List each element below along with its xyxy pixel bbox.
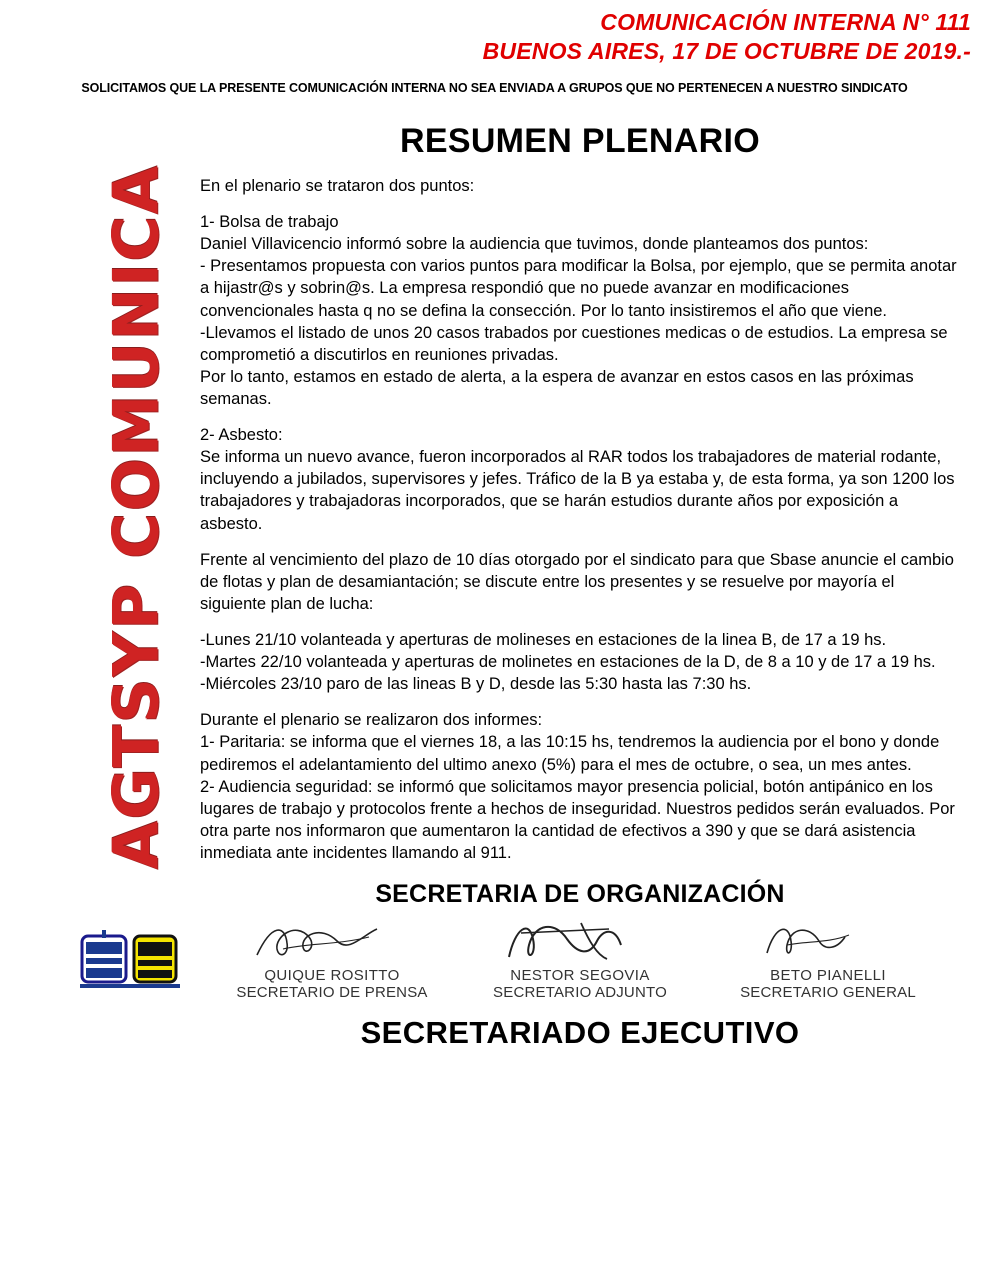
point1-paragraph-1: Daniel Villavicencio informó sobre la audiencia que tuvimos, donde planteamos dos puntos: xyxy=(200,235,869,254)
point2-paragraph-1: Se informa un nuevo avance, fueron incorporados al RAR todos los trabajadores de material rodante, incluyendo a jubilados, supervisores y jefes. Tráfico de la B ya estaba y, de esta forma, ya son 1200 los trabajadores y trabajadoras incorporados, que se harán estudios durante años por exposición a asbesto. xyxy=(200,448,955,533)
point1-paragraph-2: - Presentamos propuesta con varios puntos para modificar la Bolsa, por ejemplo, que se permita anotar a hijastr@s y sobrin@s. La empresa respondió que no puede avanzar en modificaciones convencionales hasta q no se defina la consección. Por lo tanto insistiremos el año que viene. xyxy=(200,257,957,320)
signatory-name: NESTOR SEGOVIA xyxy=(510,967,650,985)
communication-number: COMUNICACIÓN INTERNA N° 111 xyxy=(600,9,971,35)
signature-block xyxy=(200,915,960,1001)
signatory-role: SECRETARIO DE PRENSA xyxy=(236,984,428,1002)
signature-section-title: SECRETARIA DE ORGANIZACIÓN xyxy=(375,880,785,909)
point1-paragraph-4: Por lo tanto, estamos en estado de alerta, a la espera de avanzar en estos casos en las próximas semanas. xyxy=(200,367,914,408)
union-stamp-label: AGTSYP COMUNICA xyxy=(99,163,173,870)
plan-item-2: -Martes 22/10 volanteada y aperturas de molinetes en estaciones de la D, de 8 a 10 y de 17 a 19 hs. xyxy=(200,653,936,672)
page-title: RESUMEN PLENARIO xyxy=(400,122,760,160)
point1-paragraph-3: -Llevamos el listado de unos 20 casos trabados por cuestiones medicas o de estudios. La empresa se comprometió a discutirlos en reuniones privadas. xyxy=(200,323,948,364)
union-stamp xyxy=(58,150,188,950)
distribution-notice: SOLICITAMOS QUE LA PRESENTE COMUNICACIÓN INTERNA NO SEA ENVIADA A GRUPOS QUE NO PERTENECEN A NUESTRO SINDICATO xyxy=(81,80,908,95)
document-body xyxy=(200,122,960,1051)
signature-scribble-icon xyxy=(728,915,928,967)
intro-paragraph: En el plenario se trataron dos puntos: xyxy=(200,177,475,195)
signature-column xyxy=(728,915,928,1001)
reports-intro: Durante el plenario se realizaron dos informes: xyxy=(200,711,543,730)
point2-heading: 2- Asbesto: xyxy=(200,426,283,445)
report-2: 2- Audiencia seguridad: se informó que solicitamos mayor presencia policial, botón antipánico en los lugares de trabajo y protocolos frente a hechos de inseguridad. Nuestros pedidos serán evaluados. Por otra parte nos informaron que aumentaron la cantidad de efectivos a 390 y que se dará asistencia inmediata ante incidentes llamando al 911. xyxy=(200,777,955,862)
plan-item-3: -Miércoles 23/10 paro de las lineas B y D, desde las 5:30 hasta las 7:30 hs. xyxy=(200,675,752,694)
signatory-role: SECRETARIO GENERAL xyxy=(740,984,916,1002)
plan-item-1: -Lunes 21/10 volanteada y aperturas de molineses en estaciones de la linea B, de 17 a 19 hs. xyxy=(200,630,887,649)
signature-column xyxy=(232,915,432,1001)
signatory-role: SECRETARIO ADJUNTO xyxy=(493,984,667,1002)
point1-heading: 1- Bolsa de trabajo xyxy=(200,213,339,232)
subway-train-logo xyxy=(78,930,188,1000)
document-header xyxy=(0,0,989,67)
report-1: 1- Paritaria: se informa que el viernes 18, a las 10:15 hs, tendremos la audiencia por el bono y donde pediremos el adelantamiento del ultimo anexo (5%) para el mes de octubre, o sea, un mes antes. xyxy=(200,733,940,774)
communication-date: BUENOS AIRES, 17 DE OCTUBRE DE 2019.- xyxy=(482,38,971,65)
signature-column xyxy=(480,915,680,1001)
signatory-name: BETO PIANELLI xyxy=(770,967,886,985)
footer-title: SECRETARIADO EJECUTIVO xyxy=(360,1015,800,1051)
signatory-name: QUIQUE ROSITTO xyxy=(264,967,400,985)
signature-scribble-icon xyxy=(480,915,680,967)
signature-scribble-icon xyxy=(232,915,432,967)
point2-paragraph-2: Frente al vencimiento del plazo de 10 días otorgado por el sindicato para que Sbase anuncie el cambio de flotas y plan de desamiantación; se discute entre los presentes y se resuelve por mayoría el siguiente plan de lucha: xyxy=(200,550,954,613)
